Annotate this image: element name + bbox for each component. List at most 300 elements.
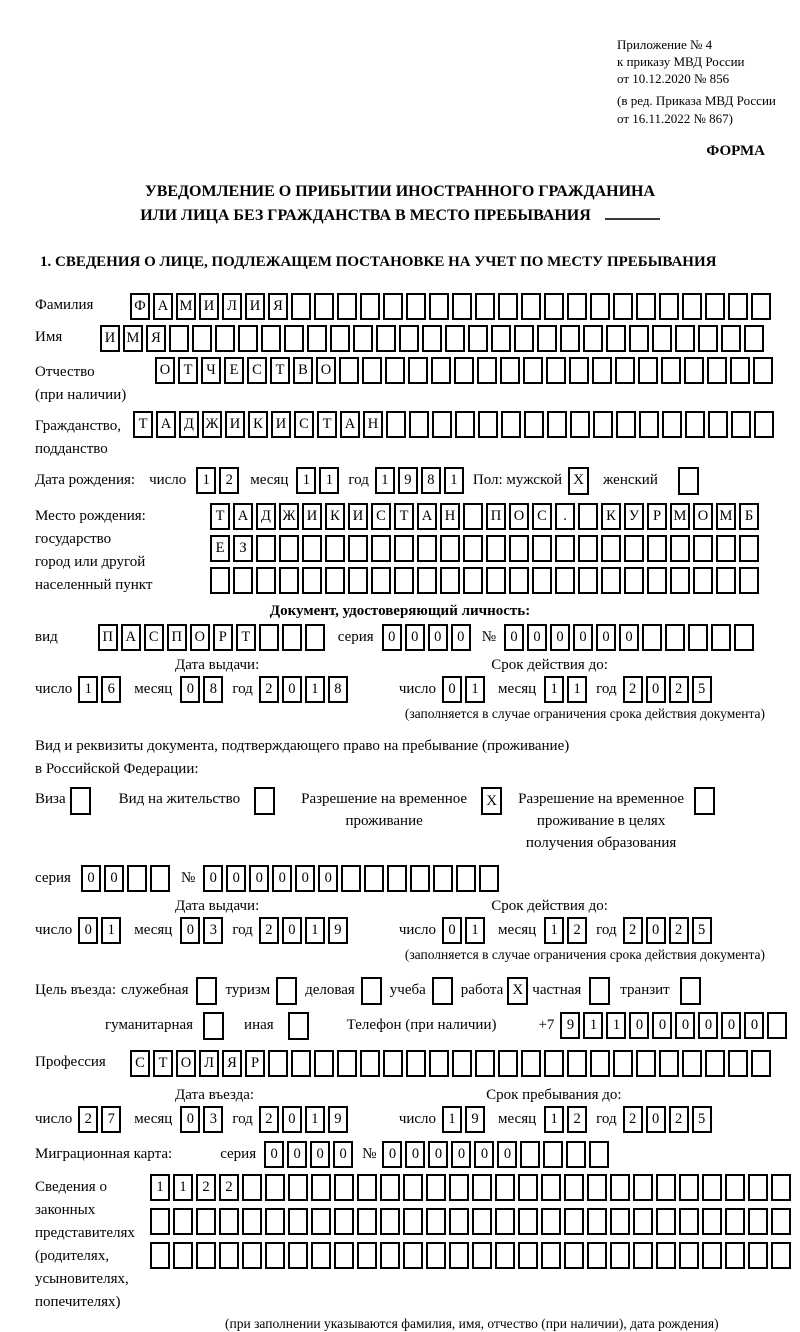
char-box[interactable] [698,325,718,352]
char-box[interactable]: К [325,503,345,530]
char-box[interactable] [520,1141,540,1168]
char-box[interactable] [376,325,396,352]
char-box[interactable] [679,1174,699,1201]
char-box[interactable] [500,357,520,384]
char-box[interactable] [334,1208,354,1235]
char-box[interactable] [656,1242,676,1269]
char-box[interactable]: Т [236,624,256,651]
char-box[interactable]: 0 [333,1141,353,1168]
char-box[interactable] [578,503,598,530]
char-box[interactable]: 0 [451,624,471,651]
char-box[interactable]: З [233,535,253,562]
char-box[interactable] [509,567,529,594]
char-box[interactable]: О [509,503,529,530]
char-box[interactable]: 1 [305,676,325,703]
char-box[interactable] [583,325,603,352]
char-box[interactable] [514,325,534,352]
char-box[interactable]: 2 [669,676,689,703]
char-box[interactable] [748,1208,768,1235]
char-box[interactable]: А [121,624,141,651]
char-box[interactable]: Т [210,503,230,530]
char-box[interactable]: А [153,293,173,320]
char-box[interactable] [610,1208,630,1235]
residence-permit-checkbox[interactable] [254,787,275,815]
char-box[interactable]: О [155,357,175,384]
char-box[interactable] [311,1208,331,1235]
char-box[interactable]: . [555,503,575,530]
char-box[interactable]: И [348,503,368,530]
char-box[interactable]: Д [179,411,199,438]
char-box[interactable]: 0 [282,1106,302,1133]
char-box[interactable]: 0 [596,624,616,651]
char-box[interactable] [524,411,544,438]
char-box[interactable] [150,865,170,892]
char-box[interactable]: 1 [465,676,485,703]
char-box[interactable]: 0 [629,1012,649,1039]
char-box[interactable]: 9 [398,467,418,494]
char-box[interactable]: 1 [319,467,339,494]
char-box[interactable] [357,1208,377,1235]
char-box[interactable] [593,411,613,438]
char-box[interactable] [314,293,334,320]
char-box[interactable] [192,325,212,352]
char-box[interactable] [452,293,472,320]
char-box[interactable] [422,325,442,352]
char-box[interactable] [426,1174,446,1201]
char-box[interactable]: 0 [619,624,639,651]
char-box[interactable] [454,357,474,384]
char-box[interactable]: Я [146,325,166,352]
char-box[interactable] [615,357,635,384]
char-box[interactable] [739,567,759,594]
char-box[interactable]: О [176,1050,196,1077]
char-box[interactable] [196,1242,216,1269]
char-box[interactable]: 0 [310,1141,330,1168]
char-box[interactable]: 0 [287,1141,307,1168]
char-box[interactable] [330,325,350,352]
char-box[interactable] [751,1050,771,1077]
char-box[interactable]: С [532,503,552,530]
char-box[interactable] [406,293,426,320]
char-box[interactable]: 1 [567,676,587,703]
char-box[interactable] [311,1242,331,1269]
char-box[interactable]: 2 [567,1106,587,1133]
char-box[interactable] [284,325,304,352]
char-box[interactable] [662,411,682,438]
char-box[interactable] [210,567,230,594]
char-box[interactable]: О [693,503,713,530]
char-box[interactable] [238,325,258,352]
char-box[interactable] [399,325,419,352]
char-box[interactable] [590,1050,610,1077]
char-box[interactable] [196,1208,216,1235]
char-box[interactable]: 1 [78,676,98,703]
char-box[interactable]: 1 [606,1012,626,1039]
purpose-humanitarian-checkbox[interactable] [203,1012,224,1040]
char-box[interactable] [721,325,741,352]
char-box[interactable]: 2 [219,467,239,494]
char-box[interactable] [364,865,384,892]
char-box[interactable]: К [248,411,268,438]
char-box[interactable] [636,293,656,320]
char-box[interactable]: 6 [101,676,121,703]
char-box[interactable] [730,357,750,384]
char-box[interactable] [360,293,380,320]
char-box[interactable] [463,567,483,594]
char-box[interactable]: 7 [101,1106,121,1133]
char-box[interactable]: 2 [78,1106,98,1133]
char-box[interactable] [555,535,575,562]
char-box[interactable] [468,325,488,352]
char-box[interactable] [279,567,299,594]
char-box[interactable] [544,1050,564,1077]
char-box[interactable]: Т [153,1050,173,1077]
char-box[interactable]: 9 [465,1106,485,1133]
char-box[interactable] [268,1050,288,1077]
char-box[interactable]: Т [394,503,414,530]
char-box[interactable]: 0 [180,917,200,944]
char-box[interactable] [362,357,382,384]
char-box[interactable]: 0 [504,624,524,651]
char-box[interactable] [371,567,391,594]
char-box[interactable] [688,624,708,651]
char-box[interactable] [544,293,564,320]
char-box[interactable] [725,1242,745,1269]
char-box[interactable]: 1 [444,467,464,494]
char-box[interactable]: 2 [259,917,279,944]
char-box[interactable] [606,325,626,352]
char-box[interactable] [569,357,589,384]
char-box[interactable]: Н [363,411,383,438]
char-box[interactable]: 2 [623,1106,643,1133]
char-box[interactable]: С [247,357,267,384]
char-box[interactable] [440,567,460,594]
char-box[interactable]: 1 [101,917,121,944]
char-box[interactable]: Д [256,503,276,530]
char-box[interactable] [495,1174,515,1201]
char-box[interactable]: 0 [652,1012,672,1039]
char-box[interactable]: А [340,411,360,438]
char-box[interactable]: А [417,503,437,530]
char-box[interactable] [348,567,368,594]
char-box[interactable]: Л [199,1050,219,1077]
sex-male-checkbox[interactable]: X [568,467,589,495]
char-box[interactable] [371,535,391,562]
char-box[interactable] [477,357,497,384]
char-box[interactable]: 1 [150,1174,170,1201]
char-box[interactable]: 9 [560,1012,580,1039]
char-box[interactable] [498,1050,518,1077]
char-box[interactable]: С [371,503,391,530]
char-box[interactable] [570,411,590,438]
char-box[interactable]: 0 [226,865,246,892]
char-box[interactable]: 0 [180,1106,200,1133]
char-box[interactable] [408,357,428,384]
char-box[interactable] [541,1242,561,1269]
char-box[interactable] [748,1174,768,1201]
char-box[interactable] [417,567,437,594]
char-box[interactable]: 1 [375,467,395,494]
char-box[interactable]: 1 [544,676,564,703]
visa-checkbox[interactable] [70,787,91,815]
char-box[interactable] [731,411,751,438]
char-box[interactable]: 0 [405,624,425,651]
char-box[interactable]: П [98,624,118,651]
char-box[interactable] [173,1208,193,1235]
char-box[interactable]: И [225,411,245,438]
char-box[interactable] [754,411,774,438]
char-box[interactable]: 0 [78,917,98,944]
char-box[interactable] [307,325,327,352]
char-box[interactable] [610,1242,630,1269]
char-box[interactable] [547,411,567,438]
purpose-private-checkbox[interactable] [589,977,610,1005]
char-box[interactable] [242,1174,262,1201]
char-box[interactable]: П [486,503,506,530]
char-box[interactable]: М [176,293,196,320]
char-box[interactable] [509,535,529,562]
char-box[interactable]: 0 [282,676,302,703]
char-box[interactable] [233,567,253,594]
char-box[interactable]: 1 [544,1106,564,1133]
char-box[interactable] [753,357,773,384]
char-box[interactable] [337,1050,357,1077]
char-box[interactable] [386,411,406,438]
purpose-work-checkbox[interactable]: X [507,977,528,1005]
char-box[interactable] [711,624,731,651]
char-box[interactable]: 0 [272,865,292,892]
char-box[interactable]: 0 [550,624,570,651]
char-box[interactable] [647,567,667,594]
char-box[interactable] [613,1050,633,1077]
char-box[interactable] [498,293,518,320]
char-box[interactable]: М [670,503,690,530]
char-box[interactable]: 2 [623,676,643,703]
char-box[interactable] [455,411,475,438]
char-box[interactable] [665,624,685,651]
char-box[interactable] [409,411,429,438]
char-box[interactable] [546,357,566,384]
char-box[interactable] [537,325,557,352]
char-box[interactable] [675,325,695,352]
char-box[interactable] [279,535,299,562]
char-box[interactable] [567,293,587,320]
char-box[interactable] [708,411,728,438]
char-box[interactable] [693,567,713,594]
char-box[interactable] [771,1174,791,1201]
char-box[interactable]: С [294,411,314,438]
char-box[interactable] [518,1208,538,1235]
char-box[interactable]: 0 [405,1141,425,1168]
char-box[interactable] [265,1208,285,1235]
purpose-study-checkbox[interactable] [432,977,453,1005]
char-box[interactable]: 0 [474,1141,494,1168]
char-box[interactable] [325,535,345,562]
char-box[interactable] [341,865,361,892]
char-box[interactable] [589,1141,609,1168]
char-box[interactable] [282,624,302,651]
char-box[interactable] [647,535,667,562]
char-box[interactable] [543,1141,563,1168]
char-box[interactable] [357,1174,377,1201]
purpose-other-checkbox[interactable] [288,1012,309,1040]
char-box[interactable]: 1 [173,1174,193,1201]
char-box[interactable] [426,1208,446,1235]
char-box[interactable] [429,293,449,320]
char-box[interactable] [394,535,414,562]
char-box[interactable]: И [199,293,219,320]
char-box[interactable] [633,1242,653,1269]
char-box[interactable] [613,293,633,320]
char-box[interactable] [486,535,506,562]
char-box[interactable] [656,1174,676,1201]
char-box[interactable] [261,325,281,352]
char-box[interactable] [380,1242,400,1269]
char-box[interactable] [169,325,189,352]
char-box[interactable] [256,535,276,562]
char-box[interactable]: 2 [623,917,643,944]
char-box[interactable] [334,1242,354,1269]
char-box[interactable] [219,1208,239,1235]
char-box[interactable] [578,567,598,594]
char-box[interactable] [716,535,736,562]
char-box[interactable] [541,1174,561,1201]
char-box[interactable]: Я [268,293,288,320]
char-box[interactable]: Т [178,357,198,384]
char-box[interactable] [771,1208,791,1235]
char-box[interactable] [410,865,430,892]
char-box[interactable] [475,293,495,320]
char-box[interactable] [325,567,345,594]
char-box[interactable] [633,1174,653,1201]
char-box[interactable] [385,357,405,384]
char-box[interactable]: С [144,624,164,651]
char-box[interactable] [716,567,736,594]
char-box[interactable]: 0 [675,1012,695,1039]
sex-female-checkbox[interactable] [678,467,699,495]
char-box[interactable] [394,567,414,594]
char-box[interactable]: Т [133,411,153,438]
char-box[interactable] [610,1174,630,1201]
char-box[interactable]: А [156,411,176,438]
char-box[interactable] [638,357,658,384]
char-box[interactable] [656,1208,676,1235]
char-box[interactable] [334,1174,354,1201]
char-box[interactable]: И [271,411,291,438]
char-box[interactable]: 2 [259,676,279,703]
char-box[interactable]: А [233,503,253,530]
char-box[interactable] [587,1242,607,1269]
char-box[interactable]: 2 [259,1106,279,1133]
char-box[interactable]: Е [224,357,244,384]
char-box[interactable] [449,1208,469,1235]
char-box[interactable] [357,1242,377,1269]
char-box[interactable]: Н [440,503,460,530]
char-box[interactable] [684,357,704,384]
char-box[interactable]: 0 [428,1141,448,1168]
char-box[interactable] [495,1208,515,1235]
char-box[interactable] [242,1242,262,1269]
char-box[interactable]: О [316,357,336,384]
char-box[interactable] [463,503,483,530]
char-box[interactable]: 0 [428,624,448,651]
char-box[interactable] [578,535,598,562]
char-box[interactable] [449,1174,469,1201]
char-box[interactable]: 0 [646,1106,666,1133]
char-box[interactable] [541,1208,561,1235]
char-box[interactable]: 0 [382,1141,402,1168]
char-box[interactable]: 1 [544,917,564,944]
char-box[interactable] [215,325,235,352]
char-box[interactable] [406,1050,426,1077]
char-box[interactable] [353,325,373,352]
char-box[interactable]: 0 [81,865,101,892]
char-box[interactable] [432,411,452,438]
char-box[interactable] [587,1174,607,1201]
char-box[interactable] [403,1174,423,1201]
char-box[interactable]: 2 [196,1174,216,1201]
char-box[interactable] [491,325,511,352]
char-box[interactable] [751,293,771,320]
char-box[interactable] [679,1208,699,1235]
char-box[interactable] [659,1050,679,1077]
char-box[interactable] [431,357,451,384]
char-box[interactable] [590,293,610,320]
char-box[interactable] [744,325,764,352]
char-box[interactable]: Р [245,1050,265,1077]
char-box[interactable]: Ф [130,293,150,320]
char-box[interactable]: 0 [721,1012,741,1039]
char-box[interactable]: 3 [203,917,223,944]
char-box[interactable] [486,567,506,594]
char-box[interactable]: 1 [305,1106,325,1133]
char-box[interactable]: 2 [567,917,587,944]
char-box[interactable]: Л [222,293,242,320]
char-box[interactable] [639,411,659,438]
char-box[interactable] [314,1050,334,1077]
char-box[interactable]: 8 [203,676,223,703]
char-box[interactable]: 9 [328,917,348,944]
char-box[interactable]: 0 [527,624,547,651]
char-box[interactable] [426,1242,446,1269]
char-box[interactable]: 0 [382,624,402,651]
char-box[interactable] [523,357,543,384]
char-box[interactable] [475,1050,495,1077]
char-box[interactable]: 1 [305,917,325,944]
char-box[interactable] [587,1208,607,1235]
char-box[interactable] [348,535,368,562]
char-box[interactable]: 0 [318,865,338,892]
char-box[interactable]: 5 [692,676,712,703]
char-box[interactable]: К [601,503,621,530]
char-box[interactable] [452,1050,472,1077]
char-box[interactable]: Р [647,503,667,530]
char-box[interactable]: 1 [583,1012,603,1039]
char-box[interactable] [265,1174,285,1201]
char-box[interactable]: Р [213,624,233,651]
char-box[interactable]: О [190,624,210,651]
char-box[interactable] [288,1174,308,1201]
char-box[interactable] [288,1208,308,1235]
char-box[interactable] [702,1208,722,1235]
char-box[interactable] [564,1174,584,1201]
char-box[interactable] [705,293,725,320]
char-box[interactable]: 2 [669,917,689,944]
char-box[interactable] [383,293,403,320]
char-box[interactable] [433,865,453,892]
char-box[interactable]: С [130,1050,150,1077]
purpose-tourism-checkbox[interactable] [276,977,297,1005]
